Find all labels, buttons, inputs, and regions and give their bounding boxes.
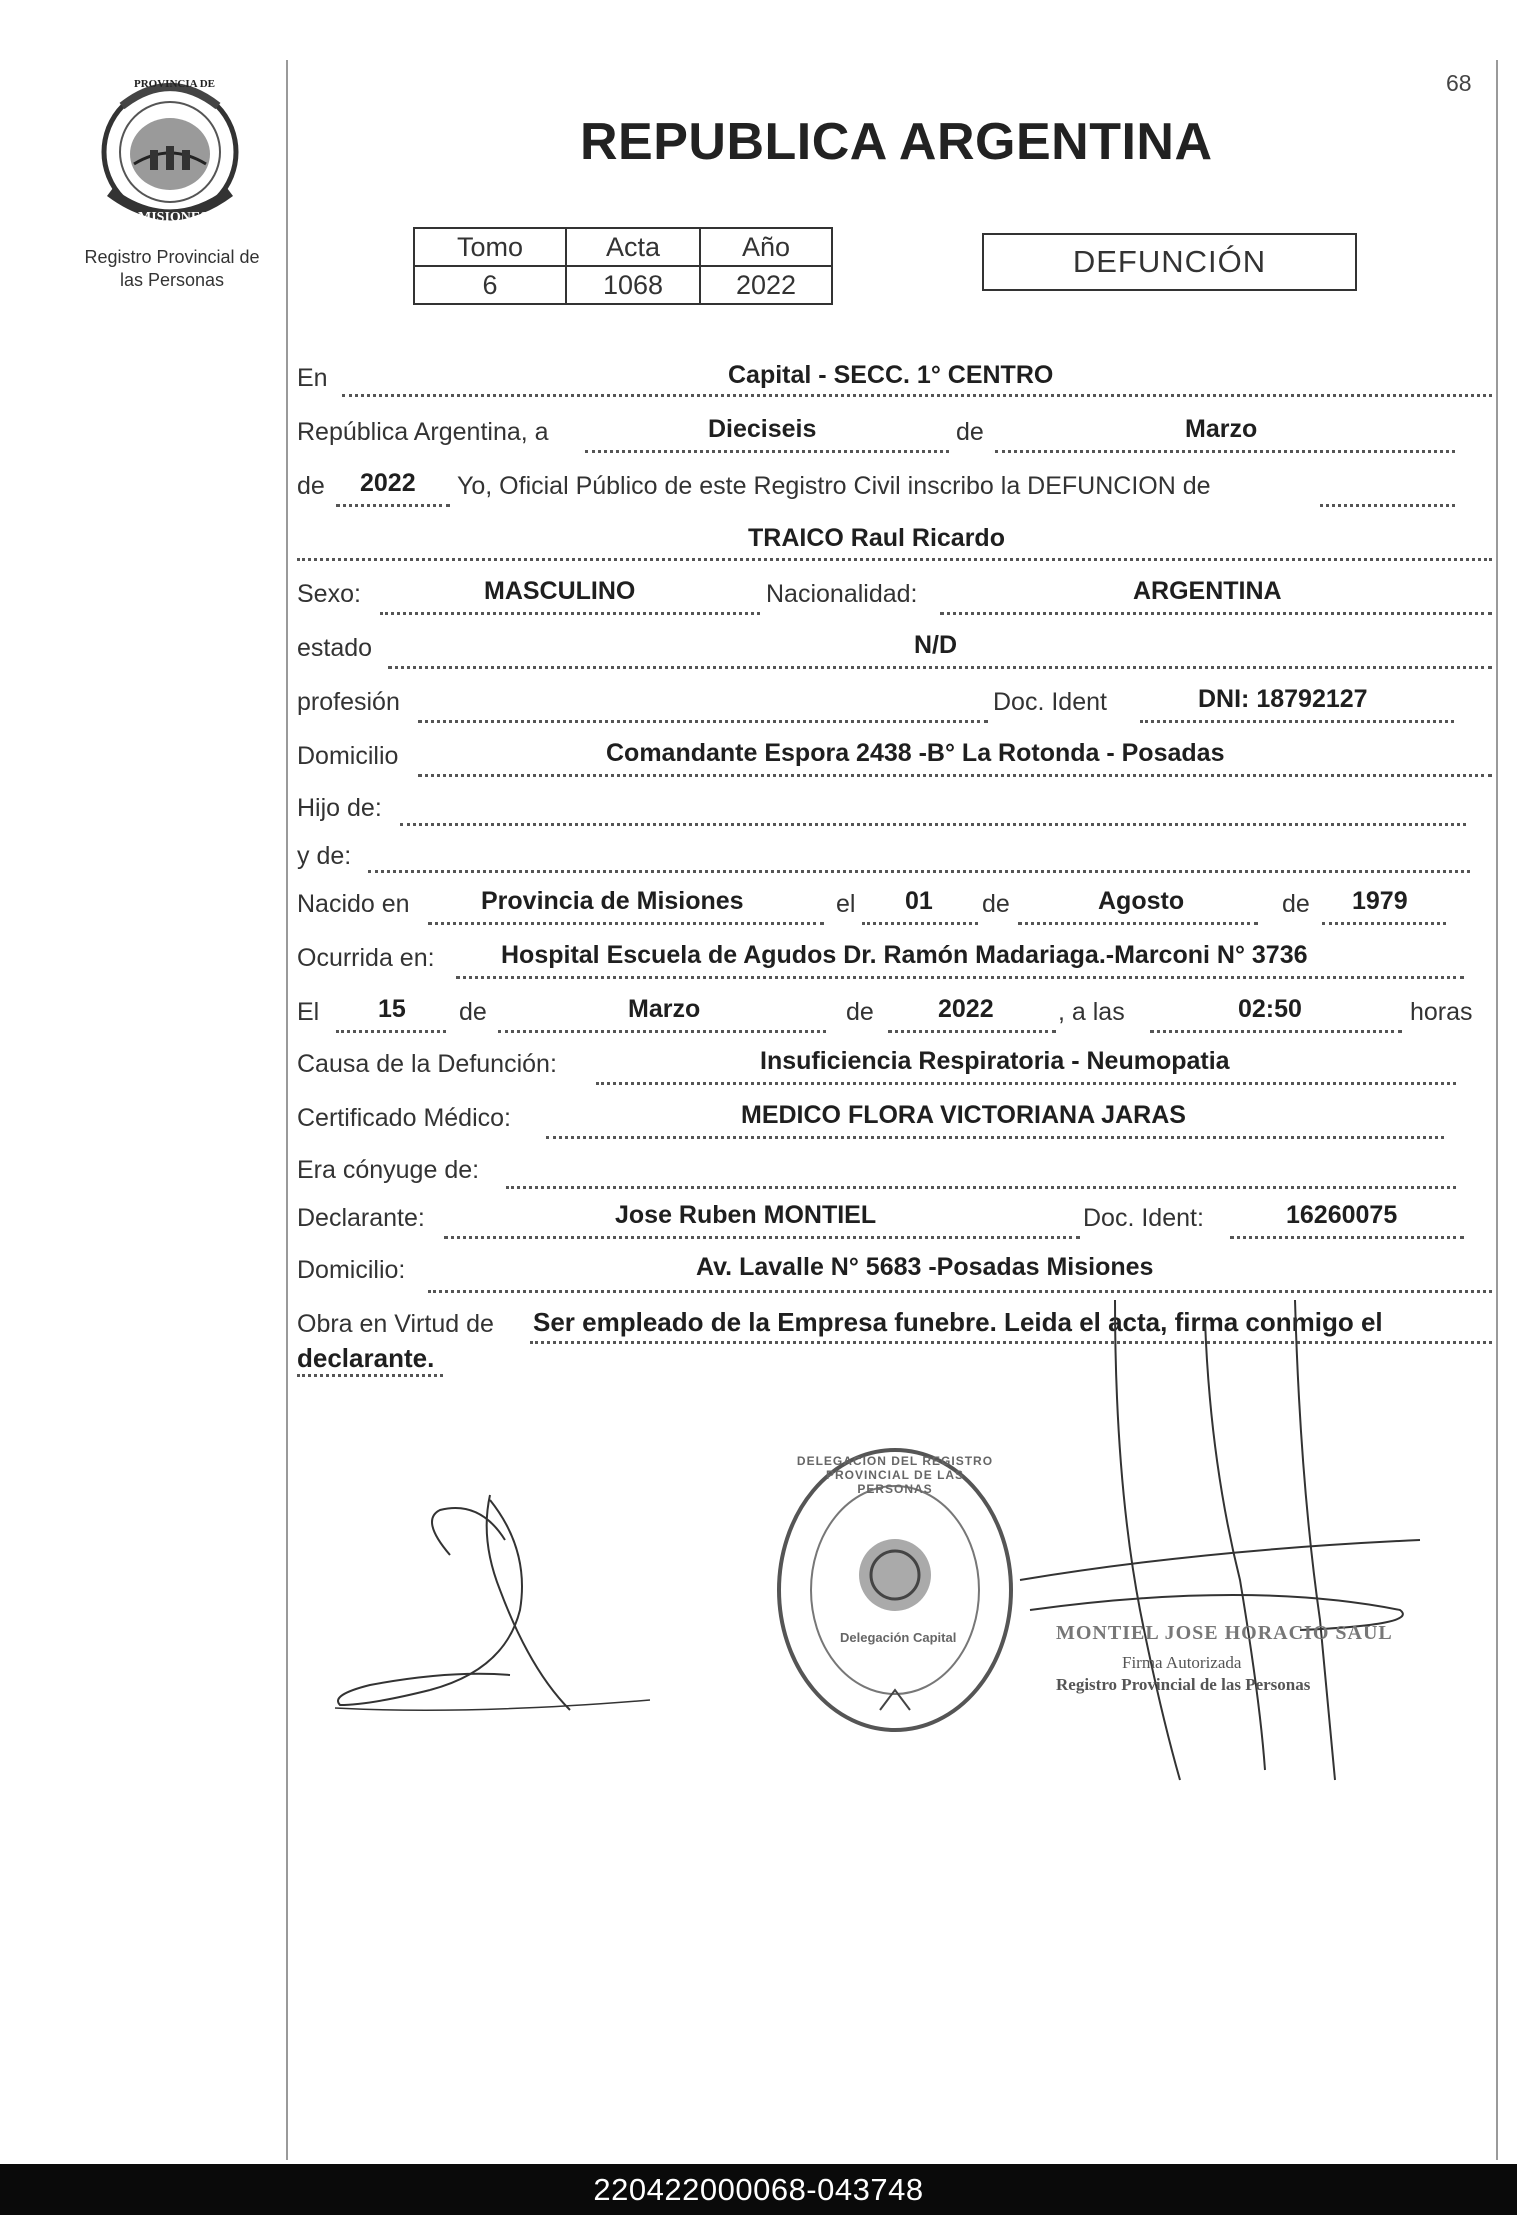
label-obra: Obra en Virtud de [297,1310,494,1338]
label-estado: estado [297,634,373,662]
label-de-2: de [297,472,325,500]
line-hijo-de [400,823,1466,826]
label-de-4: de [1282,890,1310,918]
label-conyuge: Era cónyuge de: [297,1156,480,1184]
label-domicilio: Domicilio [297,742,399,770]
acta-value: 1068 [566,266,700,304]
acta-header: Acta [566,228,700,266]
line-en [342,394,1492,397]
value-nacionalidad: ARGENTINA [1133,577,1282,605]
line-declarante [444,1236,1080,1239]
line-doc-ident [1140,720,1454,723]
value-declarante-domicilio: Av. Lavalle N° 5683 -Posadas Misiones [696,1253,1154,1281]
label-el-cap: El [297,998,320,1026]
label-domicilio-2: Domicilio: [297,1256,406,1284]
line-obra-2 [297,1374,443,1377]
line-estado [388,666,1492,669]
value-def-anio: 2022 [938,995,994,1023]
line-def-mes [498,1030,826,1033]
line-def-anio [888,1030,1056,1033]
line-nac-anio [1322,922,1446,925]
anio-value: 2022 [700,266,832,304]
label-profesion: profesión [297,688,400,716]
record-type-box: DEFUNCIÓN [982,233,1357,291]
value-mes: Marzo [1185,415,1258,443]
officer-title: Firma Autorizada [1122,1653,1242,1672]
tomo-value: 6 [414,266,566,304]
label-sexo: Sexo: [297,580,361,608]
officer-name: MONTIEL JOSE HORACIO SAUL [1056,1622,1393,1644]
line-declarante-doc [1230,1236,1464,1239]
label-de-6: de [846,998,874,1026]
right-margin-line [1496,60,1498,2160]
officer-stamp [1056,1622,1396,1695]
value-lugar: Capital - SECC. 1° CENTRO [728,361,1054,389]
label-en: En [297,364,328,392]
line-nac-dia [862,922,978,925]
label-yo-oficial: Yo, Oficial Público de este Registro Civil inscribo la DEFUNCION de [457,472,1211,500]
emblem-top-text: PROVINCIA DE [134,78,215,90]
label-y-de: y de: [297,842,352,870]
document-title: REPUBLICA ARGENTINA [580,113,1213,171]
line-dia [585,450,949,453]
line-conyuge [506,1186,1456,1189]
declarant-signature [330,1480,670,1740]
record-table-header-row [414,228,832,266]
label-ocurrida-en: Ocurrida en: [297,944,435,972]
officer-org: Registro Provincial de las Personas [1056,1675,1311,1694]
line-mes [995,450,1455,453]
label-de-3: de [982,890,1010,918]
value-declarante: Jose Ruben MONTIEL [615,1201,877,1229]
value-obra-1: Ser empleado de la Empresa funebre. Leida el acta, firma conmigo el [533,1307,1383,1337]
emblem-bottom-text: MISIONES [138,210,209,225]
value-obra-2: declarante. [297,1343,435,1373]
label-nacionalidad: Nacionalidad: [766,580,918,608]
label-republica: República Argentina, a [297,418,549,446]
value-anio: 2022 [360,469,416,497]
round-seal-inner: Delegación Capital [840,1630,957,1645]
value-nac-dia: 01 [905,887,933,915]
value-causa: Insuficiencia Respiratoria - Neumopatia [760,1047,1230,1075]
line-def-dia [336,1030,446,1033]
line-ocurrida-en [456,976,1464,979]
line-anio [336,504,450,507]
value-sexo: MASCULINO [484,577,636,605]
label-de-1: de [956,418,984,446]
label-doc-ident: Doc. Ident [993,688,1107,716]
label-el: el [836,890,856,918]
line-y-de [368,870,1470,873]
round-seal-stamp [770,1440,1020,1740]
label-a-las: , a las [1058,998,1125,1026]
value-nac-anio: 1979 [1352,887,1408,915]
value-certificado: MEDICO FLORA VICTORIANA JARAS [741,1101,1186,1129]
value-declarante-doc: 16260075 [1286,1201,1398,1229]
record-table-value-row [414,266,832,304]
tomo-header: Tomo [414,228,566,266]
line-yo-oficial [1320,504,1455,507]
value-nombre: TRAICO Raul Ricardo [748,524,1005,552]
line-nacido-en [428,922,824,925]
line-nombre [297,558,1492,561]
value-doc-ident: DNI: 18792127 [1198,685,1368,713]
line-nacionalidad [940,612,1492,615]
officer-signature [1000,1280,1440,1800]
value-nacido-en: Provincia de Misiones [481,887,744,915]
line-certificado [546,1136,1444,1139]
label-horas: horas [1410,998,1473,1026]
line-profesion [418,720,988,723]
provincia-misiones-emblem [100,72,240,232]
registry-label [52,246,292,292]
label-hijo-de: Hijo de: [297,794,382,822]
value-def-hora: 02:50 [1238,995,1302,1023]
value-domicilio: Comandante Espora 2438 -B° La Rotonda - Posadas [606,739,1225,767]
value-dia: Dieciseis [708,415,817,443]
record-table [413,227,833,305]
value-def-mes: Marzo [628,995,701,1023]
line-def-hora [1150,1030,1402,1033]
label-nacido-en: Nacido en [297,890,410,918]
line-nac-mes [1018,922,1258,925]
left-margin-line [286,60,288,2160]
round-seal-text: DELEGACION DEL REGISTRO PROVINCIAL DE LAS PERSONAS [796,1454,994,1496]
page-number: 68 [1446,70,1472,96]
label-doc-ident-2: Doc. Ident: [1083,1204,1204,1232]
label-declarante: Declarante: [297,1204,425,1232]
label-certificado: Certificado Médico: [297,1104,511,1132]
registry-label-line1: Registro Provincial de [84,247,260,267]
value-nac-mes: Agosto [1098,887,1185,915]
line-causa [596,1082,1456,1085]
anio-header: Año [700,228,832,266]
label-de-5: de [459,998,487,1026]
barcode-footer: 220422000068-043748 [0,2164,1517,2215]
value-estado: N/D [914,631,958,659]
value-ocurrida-en: Hospital Escuela de Agudos Dr. Ramón Madariaga.-Marconi N° 3736 [501,941,1308,969]
value-def-dia: 15 [378,995,406,1023]
line-sexo [380,612,760,615]
registry-label-line2: las Personas [119,270,225,290]
label-causa: Causa de la Defunción: [297,1050,557,1078]
line-domicilio [418,774,1492,777]
